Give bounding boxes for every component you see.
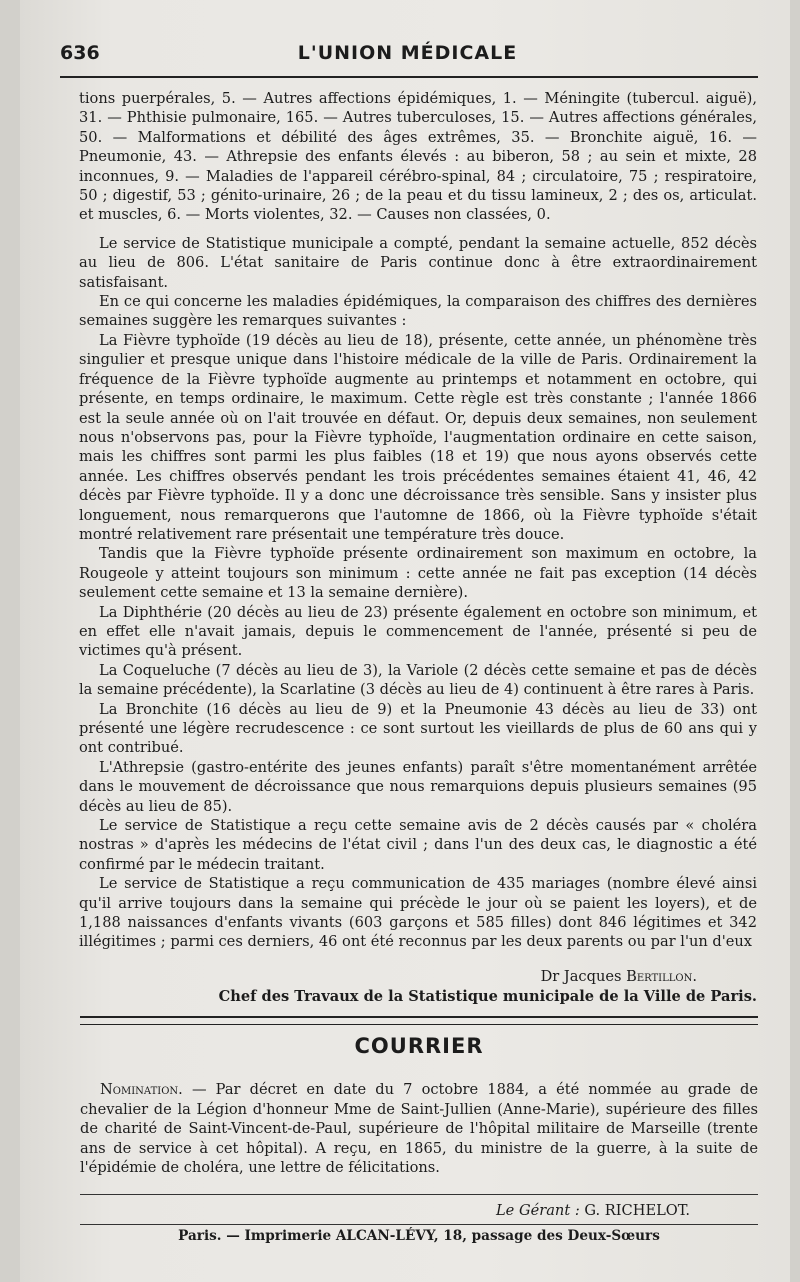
running-title: L'UNION MÉDICALE [297,42,518,64]
newspaper-page [20,0,790,1282]
nomination-text: — Par décret en date du 7 octobre 1884, a été nommée au grade de chevalier de la Légion d'honneur Mme de Saint-Jullien (Anne-Marie), supérieure des filles de charité de Saint-Vincent-de-Paul, supérieure de l'hôpital militaire de Marseille (trente ans de service à cet hôpital). A reçu, en 1865, du ministre de la guerre, à la suite de l'épidémie de choléra, une lettre de félicitations. [80,1081,758,1177]
paragraph-epidemics-intro: En ce qui concerne les maladies épidémiques, la comparaison des chiffres des dernières semaines suggère les remarques suivantes : [79,293,757,330]
paragraph-whooping-cough: La Coqueluche (7 décès au lieu de 3), la Variole (2 décès cette semaine et pas de décès la semaine précédente), la Scarlatine (3 décès au lieu de 4) continuent à être rares à Paris. [79,661,757,699]
author-surname: Bertillon. [626,968,697,985]
courrier-body [80,1080,758,1178]
paragraph-diphtheria: La Diphthérie (20 décès au lieu de 23) présente également en octobre son minimum, et en effet elle n'avait jamais, depuis le commencement de l'année, présenté si peu de victimes qu'à présent. [79,603,757,660]
paragraph-bronchitis: La Bronchite (16 décès au lieu de 9) et la Pneumonie 43 décès au lieu de 33) ont présenté une légère recrudescence : ce sont surtout les vieillards de plus de 60 ans qui y ont contribué. [79,700,757,757]
paragraph-marriages-births: Le service de Statistique a reçu communication de 435 mariages (nombre élevé ainsi qu'il arrive toujours dans la semaine qui précède le jour où se paient les loyers), et de 1,188 naissances d'enfants vivants (603 garçons et 585 filles) dont 846 légitimes et 342 illégitimes ; parmi ces derniers, 46 ont été reconnus par les deux parents ou par l'un d'eux [79,875,757,951]
header-rule [60,76,758,78]
imprint-rule [80,1224,758,1225]
gerant-name: G. RICHELOT. [584,1202,690,1219]
gerant-label: Le Gérant : [495,1202,580,1219]
paragraph-typhoid: La Fièvre typhoïde (19 décès au lieu de 18), présente, cette année, un phénomène très singulier et presque unique dans l'histoire médicale de la ville de Paris. Ordinairement la fréquence de la Fièvre typhoïde augmente au printemps et notamment en octobre, qui présente, en temps ordinaire, le maximum. Cette règle est très constante ; l'année 1866 est la seule année où on l'ait trouvée en défaut. Or, depuis deux semaines, non seulement nous n'observons pas, pour la Fièvre typhoïde, l'augmentation ordinaire en cette saison, mais les chiffres sont parmi les plus faibles (18 et 19) que nous ayons observés cette année. Les chiffres observés pendant les trois précédentes semaines étaient 41, 46, 42 décès par Fièvre typhoïde. Il y a donc une décroissance très sensible. Sans y insister plus longuement, nous remarquerons que l'automne de 1866, où la Fièvre typhoïde s'était montré relativement rare présentait une température très douce. [79,331,757,543]
gerant-line [80,1202,690,1219]
printer-imprint: Paris. — Imprimerie ALCAN-LÉVY, 18, passage des Deux-Sœurs [178,1228,660,1244]
signature-block [79,967,757,1007]
paragraph-causes-list: tions puerpérales, 5. — Autres affections épidémiques, 1. — Méningite (tubercul. aiguë), 31. — Phthisie pulmonaire, 165. — Autres tuberculoses, 15. — Autres affections générales, 50. — Malformations et débilité des âges extrêmes, 35. — Bronchite aiguë, 16. — Pneumonie, 43. — Athrepsie des enfants élevés : au biberon, 58 ; au sein et mixte, 28 inconnues, 9. — Maladies de l'appareil cérébro-spinal, 84 ; circulatoire, 75 ; respiratoire, 50 ; digestif, 53 ; génito-urinaire, 26 ; de la peau et du tissu lamineux, 2 ; des os, articulat. et muscles, 6. — Morts violentes, 32. — Causes non classées, 0. [79,90,757,224]
author-prefix: Dr Jacques [540,968,622,985]
article-body [79,89,757,952]
paragraph-cholera: Le service de Statistique a reçu cette semaine avis de 2 décès causés par « choléra nostras » d'après les médecins de l'état civil ; dans l'un des deux cas, le diagnostic a été confirmé par le médecin traitant. [79,817,757,873]
paragraph-athrepsia: L'Athrepsie (gastro-entérite des jeunes enfants) paraît s'être momentanément arrêtée dans le mouvement de décroissance que nous remarquions depuis plusieurs semaines (95 décès au lieu de 85). [79,758,757,815]
signature-author [79,967,757,987]
nomination-lead: Nomination. [100,1081,183,1098]
page-number: 636 [60,42,100,64]
footer-rule [80,1194,758,1195]
nomination-paragraph [80,1080,758,1178]
paragraph-summary: Le service de Statistique municipale a compté, pendant la semaine actuelle, 852 décès au lieu de 806. L'état sanitaire de Paris continue donc à être extraordinairement satisfaisant. [79,234,757,291]
section-title: COURRIER [354,1034,484,1058]
section-divider [80,1016,758,1025]
signature-role: Chef des Travaux de la Statistique municipale de la Ville de Paris. [218,988,757,1005]
page-header [60,42,755,72]
paragraph-measles: Tandis que la Fièvre typhoïde présente ordinairement son maximum en octobre, la Rougeole y atteint toujours son minimum : cette année ne fait pas exception (14 décès seulement cette semaine et 13 la semaine dernière). [79,545,757,602]
